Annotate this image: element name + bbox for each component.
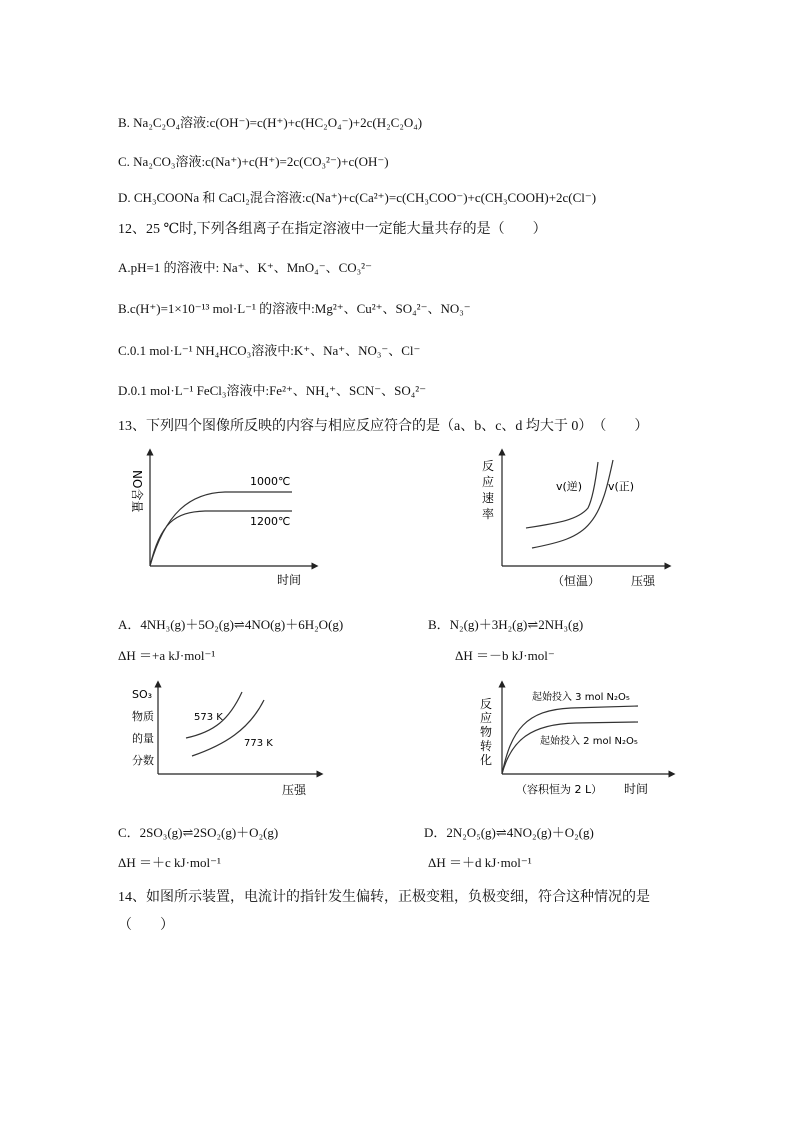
q13-option-c: C．2SO₃(g)⇌2SO₂(g)＋O₂(g) [118,825,279,840]
graph-c [124,680,324,804]
q13-option-d-dh: ΔH ＝＋d kJ·mol⁻¹ [428,855,532,870]
q11-option-c: C. Na₂CO₃溶液:c(Na⁺)+c(H⁺)=2c(CO₃²⁻)+c(OH⁻) [118,154,389,169]
graph-d-ylabel-5: 化 [480,753,493,767]
q12-option-c: C.0.1 mol·L⁻¹ NH₄HCO₃溶液中:K⁺、Na⁺、NO₃⁻、Cl⁻ [118,343,421,358]
q11-option-d: D. CH₃COONa 和 CaCl₂混合溶液:c(Na⁺)+c(Ca²⁺)=c(CH₃COO⁻)+c(CH₃COOH)+2c(Cl⁻) [118,190,597,205]
q12-option-b: B.c(H⁺)=1×10⁻¹³ mol·L⁻¹ 的溶液中:Mg²⁺、Cu²⁺、SO₄²⁻、NO₃⁻ [118,301,471,316]
q12-option-a: A.pH=1 的溶液中: Na⁺、K⁺、MnO₄⁻、CO₃²⁻ [118,260,372,275]
graph-d-ylabel-1: 反 [480,697,493,711]
graph-a-xlabel: 时间 [277,573,302,587]
graph-b-ylabel-3: 速 [482,491,495,505]
graph-c-ylabel-4: 分数 [132,754,154,767]
graph-d-ylabel-2: 应 [480,711,493,725]
graph-d-curve1: 起始投入 3 mol N₂O₅ [532,692,630,703]
graph-c-ylabel-3: 的量 [132,732,154,745]
graph-d-xlabel: 时间 [624,782,649,796]
q13-option-a-dh: ΔH ＝+a kJ·mol⁻¹ [118,648,216,663]
graph-b-curve2: v(正) [608,480,635,493]
q12-stem: 12、25 ℃时,下列各组离子在指定溶液中一定能大量共存的是（ ） [118,222,547,237]
q13-option-b-dh: ΔH ＝－b kJ·mol⁻ [455,648,555,663]
q12-option-d: D.0.1 mol·L⁻¹ FeCl₃溶液中:Fe²⁺、NH₄⁺、SCN⁻、SO₄²⁻ [118,383,427,398]
graph-c-xlabel: 压强 [282,783,307,797]
q13-stem: 13、下列四个图像所反映的内容与相应反应符合的是（a、b、c、d 均大于 0） （ ） [118,419,649,434]
graph-a-curve2: 1200℃ [250,515,291,528]
graph-b [478,448,678,590]
q13-option-c-dh: ΔH ＝＋c kJ·mol⁻¹ [118,855,221,870]
graph-b-note: （恒温） [552,574,601,588]
q13-option-d: D．2N₂O₅(g)⇌4NO₂(g)＋O₂(g) [424,825,594,840]
graph-d-note: （容积恒为 2 L） [516,783,603,796]
graph-b-ylabel-1: 反 [482,459,495,473]
graph-c-curve2: 773 K [244,738,273,749]
graph-b-ylabel-4: 率 [482,507,495,521]
q13-option-a: A．4NH₃(g)＋5O₂(g)⇌4NO(g)＋6H₂O(g) [118,617,344,632]
graph-d-ylabel-3: 物 [480,725,493,739]
q13-option-b: B．N₂(g)＋3H₂(g)⇌2NH₃(g) [428,617,584,632]
graph-a [120,448,320,590]
q11-option-b: B. Na₂C₂O₄溶液:c(OH⁻)=c(H⁺)+c(HC₂O₄⁻)+2c(H₂C₂O₄) [118,115,423,130]
graph-c-ylabel-1: SO₃ [132,688,153,701]
q14-stem: 14、如图所示装置，电流计的指针发生偏转，正极变粗，负极变细，符合这种情况的是 [118,890,650,905]
graph-d-ylabel-4: 转 [480,739,493,753]
q14-answer-paren: （ ） [118,918,174,933]
graph-b-curve1: v(逆) [556,480,583,493]
graph-b-xlabel: 压强 [631,574,656,588]
graph-b-ylabel-2: 应 [482,475,495,489]
graph-c-curve1: 573 K [194,712,223,723]
graph-d [476,680,676,804]
graph-a-curve1: 1000℃ [250,475,291,488]
graph-a-ylabel: NO含量 [130,470,144,513]
graph-d-curve2: 起始投入 2 mol N₂O₅ [540,736,638,747]
graph-c-ylabel-2: 物质 [132,710,154,723]
